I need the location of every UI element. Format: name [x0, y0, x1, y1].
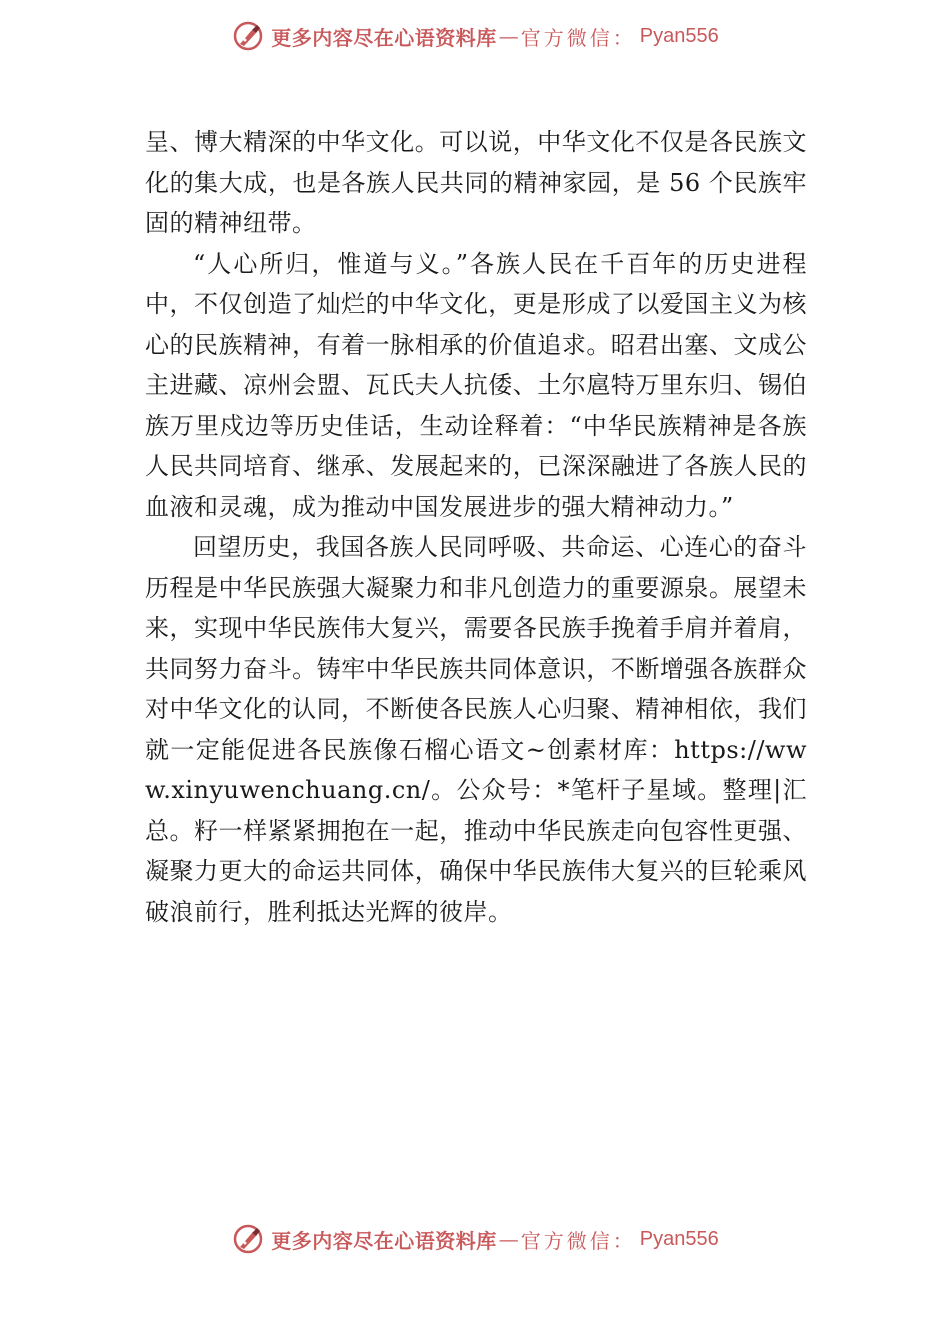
header-brand-text: 更多内容尽在心语资料库	[271, 25, 497, 50]
paragraph-2: “人心所归，惟道与义。”各族人民在千百年的历史进程中，不仅创造了灿烂的中华文化，更是形成了以爱国主义为核心的民族精神，有着一脉相承的价值追求。昭君出塞、文成公主进藏、凉州会盟、瓦氏夫人抗倭、土尔扈特万里东归、锡伯族万里戍边等历史佳话，生动诠释着：“中华民族精神是各族人民共同培育、继承、发展起来的，已深深融进了各族人民的血液和灵魂，成为推动中国发展进步的强大精神动力。”	[145, 249, 807, 521]
article-body	[145, 122, 807, 932]
footer-separator: —	[498, 1227, 519, 1251]
header-banner	[0, 16, 950, 56]
footer-wechat-id: Pyan556	[639, 1227, 719, 1250]
footer-banner	[0, 1219, 950, 1259]
paragraph-1: 呈、博大精深的中华文化。可以说，中华文化不仅是各民族文化的集大成，也是各族人民共同的精神家园，是 56 个民族牢固的精神纽带。	[145, 128, 807, 237]
pen-nib-logo-icon	[231, 1222, 265, 1256]
header-wechat-id: Pyan556	[639, 24, 719, 47]
footer-brand-text: 更多内容尽在心语资料库	[271, 1228, 497, 1253]
footer-wechat-label: 官方微信：	[520, 1228, 636, 1253]
header-separator: —	[498, 24, 519, 48]
pen-nib-logo-icon	[231, 19, 265, 53]
paragraph-3: 回望历史，我国各族人民同呼吸、共命运、心连心的奋斗历程是中华民族强大凝聚力和非凡创造力的重要源泉。展望未来，实现中华民族伟大复兴，需要各民族手挽着手肩并着肩，共同努力奋斗。铸牢中华民族共同体意识，不断增强各族群众对中华文化的认同，不断使各民族人心归聚、精神相依，我们就一定能促进各民族像石榴心语文~创素材库：https://www.xinyuwenchuang.cn/。公众号：*笔杆子星域。整理|汇总。籽一样紧紧拥抱在一起，推动中华民族走向包容性更强、凝聚力更大的命运共同体，确保中华民族伟大复兴的巨轮乘风破浪前行，胜利抵达光辉的彼岸。	[145, 533, 807, 926]
header-wechat-label: 官方微信：	[520, 25, 636, 50]
